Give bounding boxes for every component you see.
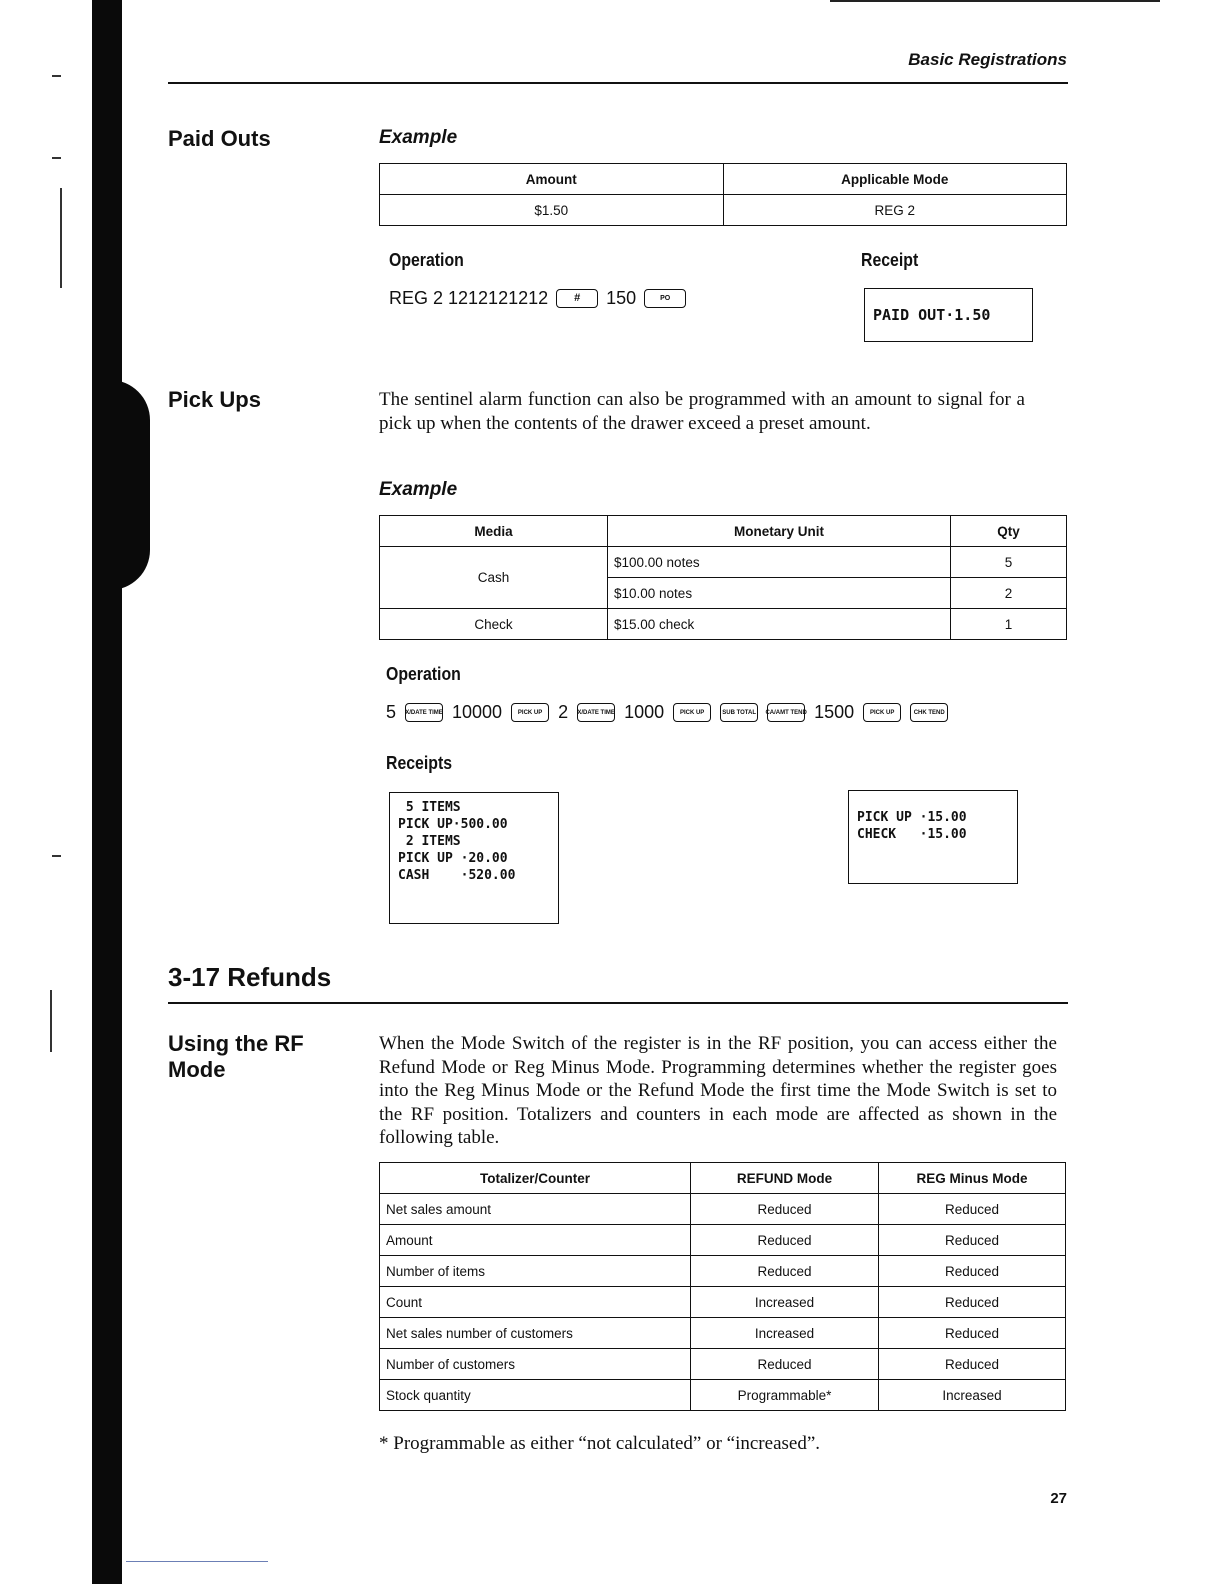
table-cell: $100.00 notes <box>608 547 951 578</box>
pick-ups-example-label: Example <box>379 479 458 500</box>
receipt-line: PICK UP ·15.00 <box>857 810 967 825</box>
running-header: Basic Registrations <box>908 50 1067 69</box>
multiply-date-time-key-icon: X/DATE TIME <box>405 703 443 722</box>
binding-edge-shadow <box>110 380 150 590</box>
table-cell: Net sales number of customers <box>380 1318 691 1349</box>
table-header-cell: Qty <box>951 516 1067 547</box>
table-cell: Reduced <box>879 1194 1066 1225</box>
bottom-edge-line <box>126 1561 268 1562</box>
chapter-rule <box>168 1002 1068 1004</box>
table-header-cell: REG Minus Mode <box>879 1163 1066 1194</box>
operation-text: 1500 <box>814 702 855 722</box>
receipt-line: 2 ITEMS <box>398 834 461 849</box>
cash-amount-tend-key-icon: CA/AMT TEND <box>767 703 805 722</box>
table-header-cell: Media <box>380 516 608 547</box>
table-row <box>380 609 1067 640</box>
pick-ups-operation-sequence <box>386 702 948 723</box>
table-cell: Cash <box>380 547 608 609</box>
margin-mark <box>52 855 61 857</box>
pick-ups-heading: Pick Ups <box>168 387 261 412</box>
table-cell: Number of customers <box>380 1349 691 1380</box>
table-cell: Reduced <box>691 1194 879 1225</box>
number-key-icon: # <box>556 289 598 308</box>
pick-ups-receipt-cash <box>389 792 559 924</box>
operation-text: REG 2 1212121212 <box>389 288 549 308</box>
table-header-cell: Monetary Unit <box>608 516 951 547</box>
receipt-line: 5 ITEMS <box>398 800 461 815</box>
table-cell: Reduced <box>691 1349 879 1380</box>
receipt-line: PICK UP·500.00 <box>398 817 508 832</box>
table-cell: Count <box>380 1287 691 1318</box>
table-header-cell: Amount <box>380 164 724 195</box>
rf-mode-paragraph: When the Mode Switch of the register is in the RF position, you can access either the Refund Mode or Reg Minus Mode. Programming determines whether the register goes into the Reg Minus Mode or the Refund Mode the first time the Mode Switch is set to the RF position. Totalizers and counters in each mode are affected as shown in the following table. <box>379 1033 1057 1148</box>
operation-text: 5 <box>386 702 397 722</box>
table-header-row <box>380 516 1067 547</box>
refund-mode-table <box>379 1162 1066 1411</box>
table-header-row <box>380 1163 1066 1194</box>
operation-text: 1000 <box>624 702 665 722</box>
paid-outs-example-label: Example <box>379 127 458 148</box>
table-cell: $15.00 check <box>608 609 951 640</box>
paid-outs-table <box>379 163 1067 226</box>
pick-ups-receipts-label: Receipts <box>386 753 453 773</box>
table-cell: Check <box>380 609 608 640</box>
table-row <box>380 195 1067 226</box>
table-row <box>380 1194 1066 1225</box>
table-row <box>380 547 1067 578</box>
top-edge-line <box>830 0 1160 2</box>
margin-mark <box>52 75 61 77</box>
paid-outs-receipt: PAID OUT·1.50 <box>864 288 1033 342</box>
table-cell: Stock quantity <box>380 1380 691 1411</box>
operation-text: 10000 <box>452 702 503 722</box>
table-row <box>380 1256 1066 1287</box>
footnote: * Programmable as either “not calculated” or “increased”. <box>379 1433 821 1454</box>
rf-mode-heading: Using the RF Mode <box>168 1031 304 1083</box>
table-cell: Number of items <box>380 1256 691 1287</box>
table-row <box>380 1287 1066 1318</box>
table-row <box>380 1318 1066 1349</box>
table-cell: REG 2 <box>723 195 1067 226</box>
pick-ups-operation-label: Operation <box>386 664 461 684</box>
table-cell: Reduced <box>879 1287 1066 1318</box>
multiply-date-time-key-icon: X/DATE TIME <box>577 703 615 722</box>
table-cell: $10.00 notes <box>608 578 951 609</box>
table-cell: Reduced <box>691 1225 879 1256</box>
table-header-cell: Totalizer/Counter <box>380 1163 691 1194</box>
pick-up-key-icon: PICK UP <box>511 703 549 722</box>
margin-mark <box>52 157 61 159</box>
paid-outs-receipt-label: Receipt <box>861 250 919 270</box>
margin-mark <box>60 188 62 288</box>
pick-ups-paragraph: The sentinel alarm function can also be programmed with an amount to signal for a pick up when the contents of the drawer exceed a preset amount. <box>379 389 1025 434</box>
receipt-line: PICK UP ·20.00 <box>398 851 508 866</box>
pick-up-key-icon: PICK UP <box>673 703 711 722</box>
paid-outs-operation-label: Operation <box>389 250 464 270</box>
paid-outs-heading: Paid Outs <box>168 126 271 151</box>
table-header-cell: REFUND Mode <box>691 1163 879 1194</box>
table-cell: Increased <box>691 1287 879 1318</box>
table-cell: Net sales amount <box>380 1194 691 1225</box>
pick-ups-table <box>379 515 1067 640</box>
table-cell: Increased <box>879 1380 1066 1411</box>
table-cell: Increased <box>691 1318 879 1349</box>
table-cell: Reduced <box>879 1318 1066 1349</box>
table-cell: 5 <box>951 547 1067 578</box>
page-number: 27 <box>1050 1490 1067 1507</box>
margin-mark <box>50 990 52 1052</box>
check-tend-key-icon: CHK TEND <box>910 703 948 722</box>
pick-ups-receipt-check <box>848 790 1018 884</box>
table-cell: 2 <box>951 578 1067 609</box>
table-cell: Programmable* <box>691 1380 879 1411</box>
table-cell: Reduced <box>879 1256 1066 1287</box>
table-cell: 1 <box>951 609 1067 640</box>
table-cell: Reduced <box>879 1225 1066 1256</box>
binding-edge <box>92 0 122 1584</box>
table-header-row <box>380 164 1067 195</box>
paid-out-key-icon: PO <box>644 289 686 308</box>
table-cell: Reduced <box>691 1256 879 1287</box>
receipt-line: CASH ·520.00 <box>398 868 516 883</box>
table-row <box>380 1380 1066 1411</box>
table-row <box>380 1225 1066 1256</box>
subtotal-key-icon: SUB TOTAL <box>720 703 758 722</box>
table-cell: Reduced <box>879 1349 1066 1380</box>
table-row <box>380 1349 1066 1380</box>
table-header-cell: Applicable Mode <box>723 164 1067 195</box>
operation-text: 2 <box>558 702 569 722</box>
pick-up-key-icon: PICK UP <box>863 703 901 722</box>
header-rule <box>168 82 1068 84</box>
table-cell: Amount <box>380 1225 691 1256</box>
operation-text: 150 <box>606 288 637 308</box>
receipt-line: CHECK ·15.00 <box>857 827 967 842</box>
refunds-chapter-title: 3-17 Refunds <box>168 962 332 992</box>
table-cell: $1.50 <box>380 195 724 226</box>
paid-outs-operation-sequence <box>389 288 686 309</box>
